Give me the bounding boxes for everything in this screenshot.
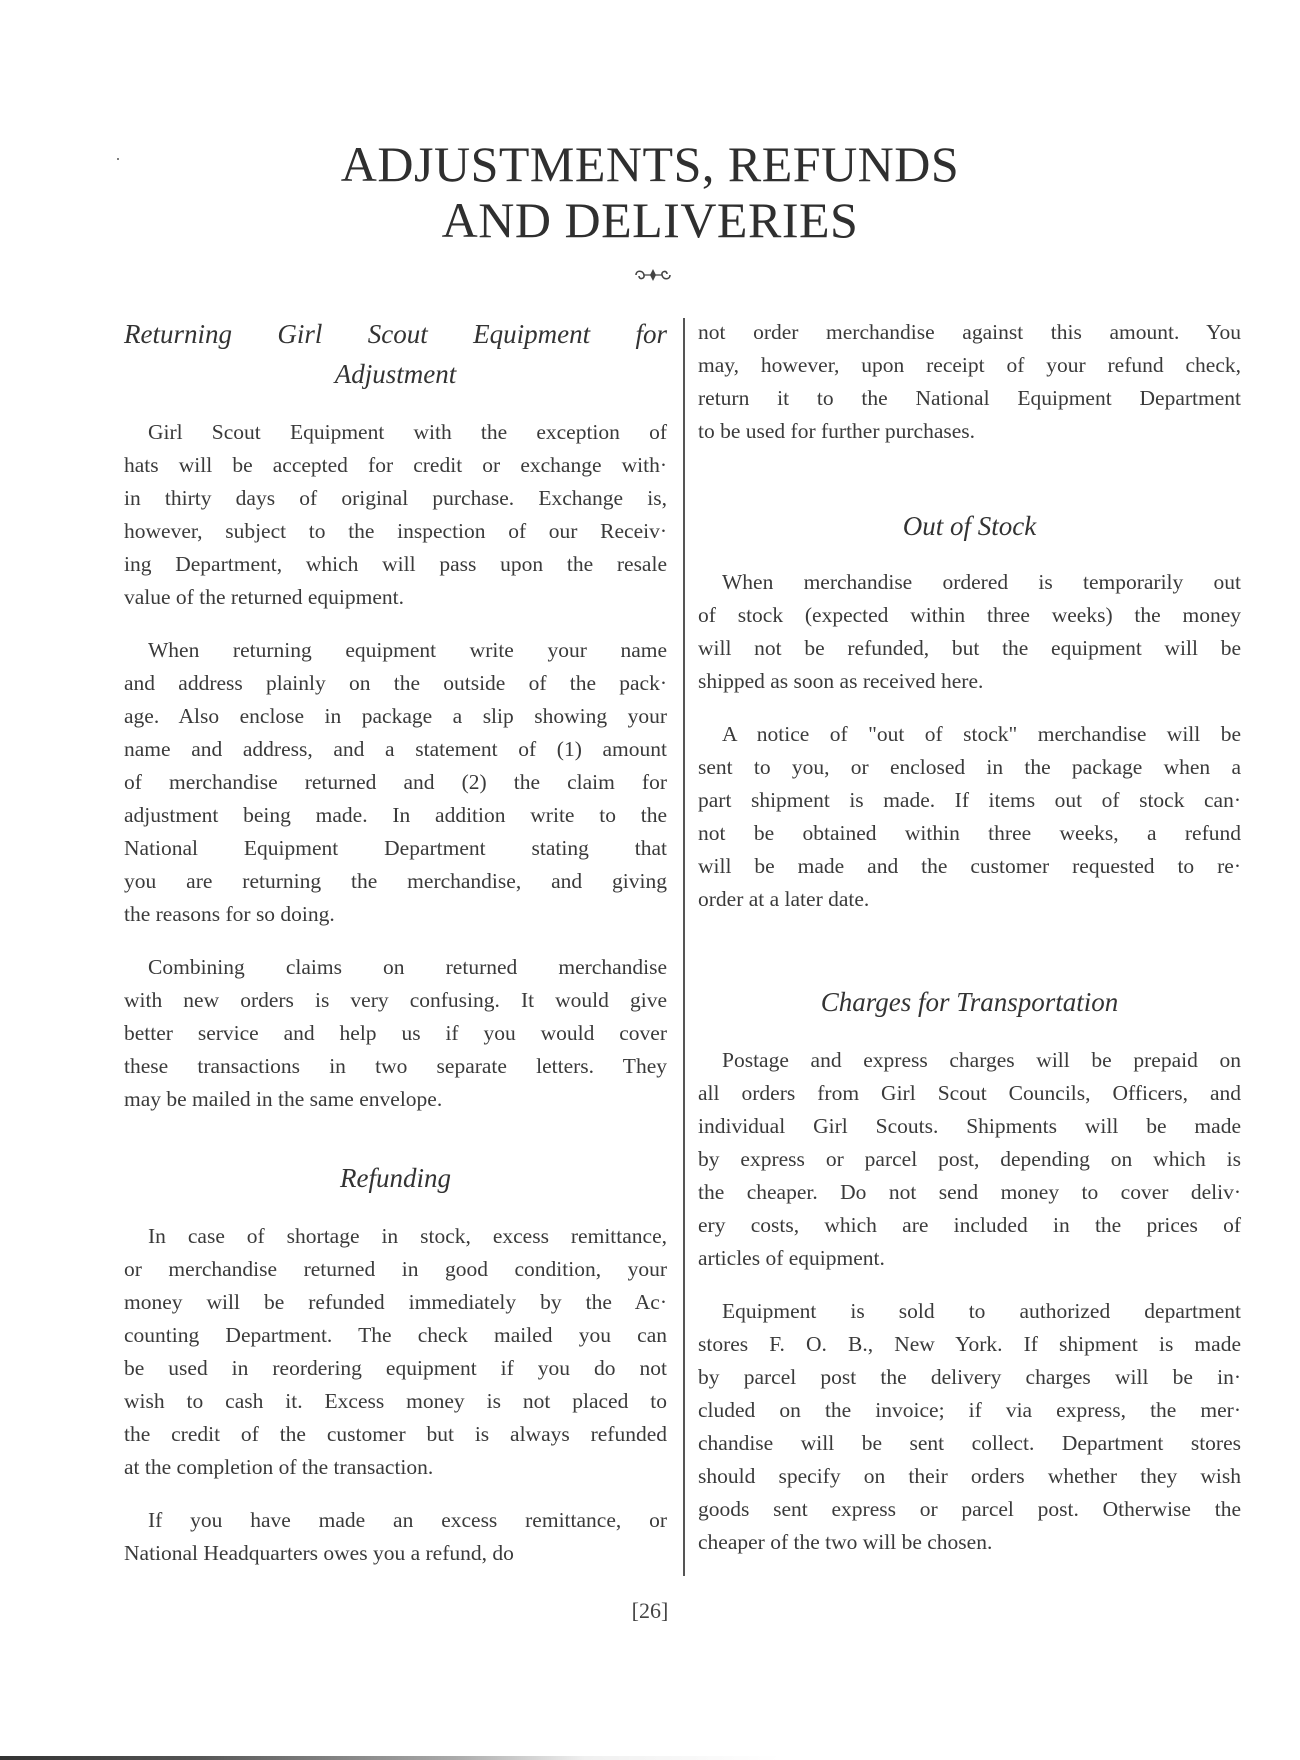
text-line: will be made and the customer requested to re· — [698, 854, 1241, 878]
text-line: When merchandise ordered is temporarily out — [722, 570, 1241, 594]
text-line: the cheaper. Do not send money to cover deliv· — [698, 1180, 1241, 1204]
heading-line: Adjustment — [334, 359, 457, 389]
text-line: order at a later date. — [698, 887, 870, 911]
text-line: individual Girl Scouts. Shipments will be made — [698, 1114, 1241, 1138]
paragraph — [124, 1220, 667, 1484]
text-line: of merchandise returned and (2) the claim for — [124, 770, 667, 794]
text-line: A notice of "out of stock" merchandise will be — [722, 722, 1241, 746]
text-line: counting Department. The check mailed you can — [124, 1323, 667, 1347]
text-line: ery costs, which are included in the prices of — [698, 1213, 1241, 1237]
section-heading-returning-equipment — [124, 314, 667, 394]
paragraph — [698, 566, 1241, 698]
text-line: cluded on the invoice; if via express, the mer· — [698, 1398, 1241, 1422]
text-line: by express or parcel post, depending on which is — [698, 1147, 1241, 1171]
text-line: and address plainly on the outside of the pack· — [124, 671, 667, 695]
text-line: adjustment being made. In addition write to the — [124, 803, 667, 827]
page-title-line-1: ADJUSTMENTS, REFUNDS — [340, 136, 960, 192]
text-line: by parcel post the delivery charges will be in· — [698, 1365, 1241, 1389]
scan-speck — [117, 158, 119, 160]
right-column — [698, 316, 1241, 1559]
text-line: Girl Scout Equipment with the exception of — [148, 420, 667, 444]
text-line: in thirty days of original purchase. Exchange is, — [124, 486, 667, 510]
text-line: may, however, upon receipt of your refund check, — [698, 353, 1241, 377]
paragraph — [124, 634, 667, 931]
paragraph — [698, 1295, 1241, 1559]
text-line: the credit of the customer but is always refunded — [124, 1422, 667, 1446]
text-line: National Equipment Department stating that — [124, 836, 667, 860]
column-divider — [683, 318, 685, 1576]
text-line: part shipment is made. If items out of stock can· — [698, 788, 1241, 812]
paragraph — [698, 1044, 1241, 1275]
text-line: If you have made an excess remittance, or — [148, 1508, 667, 1532]
paragraph-continuation — [698, 316, 1241, 448]
text-line: Postage and express charges will be prepaid on — [722, 1048, 1241, 1072]
paragraph — [124, 416, 667, 614]
text-line: hats will be accepted for credit or exchange with· — [124, 453, 667, 477]
text-line: not order merchandise against this amount. You — [698, 320, 1241, 344]
paragraph — [124, 1504, 667, 1570]
scan-edge — [0, 1756, 1300, 1760]
text-line: chandise will be sent collect. Department stores — [698, 1431, 1241, 1455]
section-heading-charges-for-transportation: Charges for Transportation — [820, 987, 1119, 1017]
text-line: to be used for further purchases. — [698, 419, 976, 443]
heading-line: Returning Girl Scout Equipment for — [124, 319, 667, 349]
text-line: National Headquarters owes you a refund, do — [124, 1541, 514, 1565]
text-line: with new orders is very confusing. It would give — [124, 988, 667, 1012]
text-line: may be mailed in the same envelope. — [124, 1087, 443, 1111]
text-line: or merchandise returned in good condition, your — [124, 1257, 667, 1281]
text-line: these transactions in two separate letters. They — [124, 1054, 667, 1078]
text-line: name and address, and a statement of (1) amount — [124, 737, 667, 761]
text-line: When returning equipment write your name — [148, 638, 667, 662]
text-line: should specify on their orders whether they wish — [698, 1464, 1241, 1488]
text-line: not be obtained within three weeks, a refund — [698, 821, 1241, 845]
text-line: will not be refunded, but the equipment will be — [698, 636, 1241, 660]
text-line: return it to the National Equipment Department — [698, 386, 1241, 410]
page-number: [26] — [631, 1598, 669, 1623]
text-line: be used in reordering equipment if you do not — [124, 1356, 667, 1380]
text-line: all orders from Girl Scout Councils, Officers, and — [698, 1081, 1241, 1105]
page-title — [0, 136, 1300, 248]
text-line: In case of shortage in stock, excess remittance, — [148, 1224, 667, 1248]
left-column — [124, 316, 667, 1570]
text-line: at the completion of the transaction. — [124, 1455, 434, 1479]
text-line: articles of equipment. — [698, 1246, 885, 1270]
text-line: value of the returned equipment. — [124, 585, 404, 609]
text-line: ing Department, which will pass upon the resale — [124, 552, 667, 576]
fleuron-ornament-icon — [633, 266, 673, 284]
text-line: age. Also enclose in package a slip showing your — [124, 704, 667, 728]
paragraph — [124, 951, 667, 1116]
text-line: wish to cash it. Excess money is not placed to — [124, 1389, 667, 1413]
text-line: the reasons for so doing. — [124, 902, 335, 926]
text-line: money will be refunded immediately by the Ac· — [124, 1290, 667, 1314]
text-line: Combining claims on returned merchandise — [148, 955, 667, 979]
text-line: better service and help us if you would cover — [124, 1021, 667, 1045]
text-line: stores F. O. B., New York. If shipment is made — [698, 1332, 1241, 1356]
text-line: goods sent express or parcel post. Otherwise the — [698, 1497, 1241, 1521]
text-line: you are returning the merchandise, and giving — [124, 869, 667, 893]
text-line: however, subject to the inspection of our Receiv· — [124, 519, 667, 543]
text-line: cheaper of the two will be chosen. — [698, 1530, 993, 1554]
text-line: Equipment is sold to authorized department — [722, 1299, 1241, 1323]
page-title-line-2: AND DELIVERIES — [441, 192, 859, 248]
text-line: of stock (expected within three weeks) the money — [698, 603, 1241, 627]
text-line: shipped as soon as received here. — [698, 669, 984, 693]
section-heading-refunding: Refunding — [340, 1163, 451, 1193]
section-heading-out-of-stock: Out of Stock — [902, 511, 1037, 541]
text-line: sent to you, or enclosed in the package when a — [698, 755, 1241, 779]
paragraph — [698, 718, 1241, 916]
